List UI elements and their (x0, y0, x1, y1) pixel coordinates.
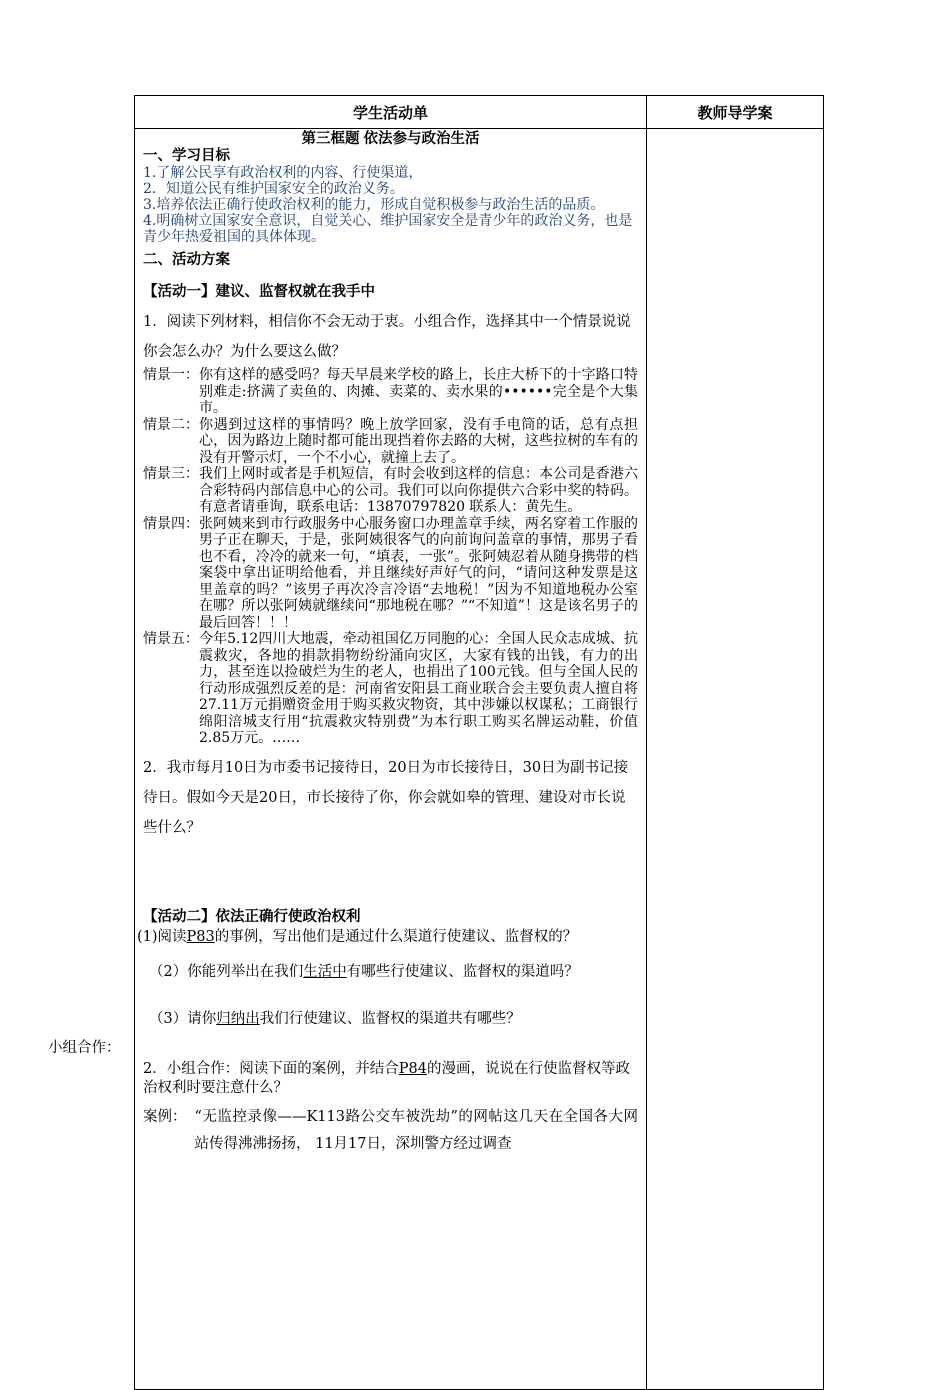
case-block (143, 1104, 638, 1158)
underlined-term: 归纳出 (216, 1010, 260, 1027)
goal-item: 4.明确树立国家安全意识，自觉关心、维护国家安全是青少年的政治义务，也是青少年热爱祖国的具体体现。 (143, 213, 633, 245)
scene-2 (143, 417, 638, 467)
activity2-question-1: (1)阅读P83的事例，写出他们是通过什么渠道行使建议、监督权的？ (137, 928, 578, 945)
teacher-column (647, 129, 824, 1390)
lesson-title: 第三框题 依法参与政治生活 (301, 131, 480, 147)
page-reference: P83 (186, 928, 215, 945)
side-label-group-work: 小组合作： (48, 1040, 121, 1056)
header-student-activity: 学生活动单 (135, 96, 647, 129)
underlined-term: 生活中 (303, 963, 347, 980)
scene-5 (143, 631, 638, 747)
activity1-task1: 1．阅读下列材料，相信你不会无动于衷。小组合作，选择其中一个情景说说你会怎么办？为什么要这么做？ (143, 314, 631, 360)
scene-text: 我们上网时或者是手机短信，有时会收到这样的信息：本公司是香港六合彩特码内部信息中心的公司。我们可以向你提供六合彩中奖的特码。有意者请垂询，联系电话：13870797820 联系人：黄先生。 (199, 466, 638, 515)
scene-label: 情景二： (143, 416, 199, 433)
case-label: 案例： (143, 1108, 187, 1125)
activity1-task2: 2．我市每月10日为市委书记接待日，20日为市长接待日，30日为副书记接待日。假如今天是20日，市长接待了你，你会就如皋的管理、建设对市长说些什么？ (143, 759, 629, 836)
scene-4 (143, 516, 638, 632)
plan-heading: 二、活动方案 (143, 252, 230, 268)
scene-text: 今年5.12四川大地震，牵动祖国亿万同胞的心：全国人民众志成城、抗震救灾，各地的捐款捐物纷纷涌向灾区，大家有钱的出钱，有力的出力，甚至连以捡破烂为生的老人，也捐出了100元钱。但与全国人民的行动形成强烈反差的是：河南省安阳县工商业联合会主要负责人擅自将27.11万元捐赠资金用于购买救灾物资，其中涉嫌以权谋私；工商银行绵阳涪城支行用“抗震救灾特别费”为本行职工购买名牌运动鞋，价值2.85万元。…… (199, 631, 638, 746)
activity-table (134, 95, 824, 1390)
scene-label: 情景三： (143, 466, 199, 482)
goals-heading: 一、学习目标 (143, 148, 230, 164)
goal-item: 3.培养依法正确行使政治权利的能力，形成自觉积极参与政治生活的品质。 (143, 197, 605, 213)
scene-label: 情景一： (143, 367, 199, 383)
scene-text: 张阿姨来到市行政服务中心服务窗口办理盖章手续，两名穿着工作服的男子正在聊天，于是，张阿姨很客气的向前询问盖章的事情，那男子看也不看，冷冷的就来一句，“填表，一张”。张阿姨忍着从随身携带的档案袋中拿出证明给他看，并且继续好声好气的问，“请问这种发票是这里盖章的吗？”该男子再次冷言冷语“去地税！”因为不知道地税办公室在哪？所以张阿姨就继续问“那地税在哪？”“不知道”！这是该名男子的最后回答！！！ (199, 515, 638, 631)
activity2-question-3: （3）请你归纳出我们行使建议、监督权的渠道共有哪些？ (149, 1010, 521, 1027)
goal-item: 2．知道公民有维护国家安全的政治义务。 (143, 181, 404, 197)
case-text: “无监控录像——K113路公交车被洗劫”的网帖这几天在全国各大网站传得沸沸扬扬， 11月17日，深圳警方经过调查 (194, 1108, 638, 1152)
scene-label: 情景五： (143, 631, 199, 647)
page-reference: P84 (398, 1060, 427, 1077)
activity1-heading: 【活动一】建议、监督权就在我手中 (143, 284, 375, 300)
goal-item: 1.了解公民享有政治权利的内容、行使渠道， (143, 165, 423, 181)
scene-text: 你有这样的感受吗？每天早晨来学校的路上，长庄大桥下的十字路口特别难走:挤满了卖鱼的、肉摊、卖菜的、卖水果的••••••完全是个大集市。 (199, 367, 638, 416)
activity2-question-2: （2）你能列举出在我们生活中有哪些行使建议、监督权的渠道吗？ (149, 963, 579, 980)
scene-text: 你遇到过这样的事情吗？晚上放学回家，没有手电筒的话，总有点担心，因为路边上随时都可能出现挡着你去路的大树，这些拉树的车有的没有开警示灯，一个不小心，就撞上去了。 (199, 416, 638, 466)
student-column (135, 129, 647, 1390)
activity2-task2: 2．小组合作：阅读下面的案例，并结合P84的漫画，说说在行使监督权等政治权利时要注意什么？ (143, 1060, 630, 1096)
scene-1 (143, 367, 638, 417)
activity2-heading: 【活动二】依法正确行使政治权利 (143, 908, 361, 925)
scene-3 (143, 466, 638, 516)
header-teacher-guide: 教师导学案 (647, 96, 824, 129)
scene-label: 情景四： (143, 515, 199, 532)
